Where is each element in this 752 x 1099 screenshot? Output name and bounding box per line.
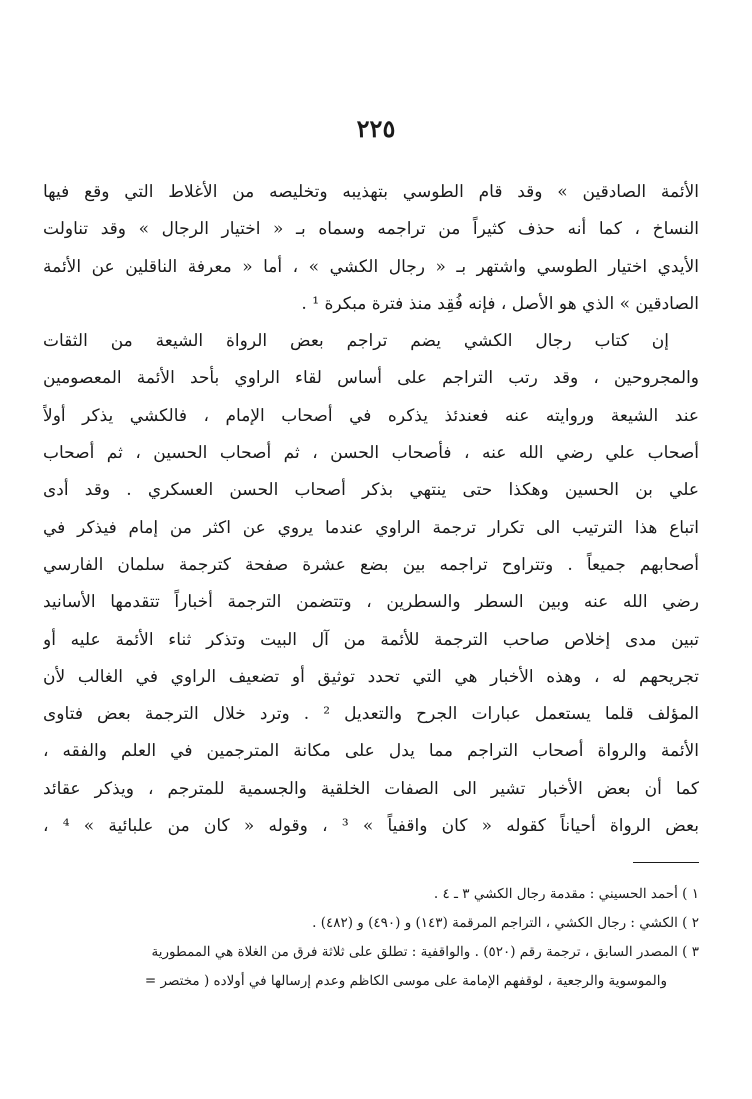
text-line: والمجروحين ، وقد رتب التراجم على أساس لقاء الراوي بأحد الأئمة المعصومين	[43, 368, 699, 389]
text-line: كما أن بعض الأخبار تشير الى الصفات الخلقية والجسمية للمترجم ، ويذكر عقائد	[43, 778, 699, 799]
footnote-divider	[633, 862, 699, 863]
text-line: تبين مدى إخلاص صاحب الترجمة للأئمة من آل البيت وتذكر ثناء الأئمة عليه أو	[43, 629, 699, 650]
paragraph-start-line: إن كتاب رجال الكشي يضم تراجم بعض الرواة الشيعة من الثقات	[43, 331, 669, 352]
text-line: الأئمة الصادقين » وقد قام الطوسي بتهذيبه وتخليصه من الأغلاط التي وقع فيها	[43, 182, 699, 202]
text-line: أصحابهم جميعاً . وتتراوح تراجمه بين بضع عشرة صفحة كترجمة سلمان الفارسي	[43, 554, 699, 575]
page-number: ٢٢٥	[356, 114, 396, 143]
footnotes	[43, 880, 699, 996]
footnote-3: ٣ ) المصدر السابق ، ترجمة رقم (٥٢٠) . والواقفية : تطلق على ثلاثة فرق من الغلاة هي الممطورية	[151, 944, 699, 960]
text-line: علي بن الحسين وهكذا حتى ينتهي بذكر أصحاب الحسن العسكري . وقد أدى	[43, 480, 699, 501]
text-line: رضي الله عنه وبين السطر والسطرين ، وتتضمن الترجمة أخباراً تتقدمها الأسانيد	[43, 592, 699, 613]
text-line: الأيدي اختيار الطوسي واشتهر بـ « رجال الكشي » ، أما « معرفة الناقلين عن الأئمة	[43, 256, 699, 277]
text-line: الصادقين » الذي هو الأصل ، فإنه فُقِد منذ فترة مبكرة ¹ .	[301, 293, 699, 314]
text-line: اتباع هذا الترتيب الى تكرار ترجمة الراوي عندما يروي عن اكثر من إمام فيذكر في	[43, 517, 699, 538]
text-line: أصحاب علي رضي الله عنه ، فأصحاب الحسن ، ثم أصحاب الحسين ، ثم أصحاب	[43, 443, 699, 464]
text-line: بعض الرواة أحياناً كقوله « كان واقفياً » ³ ، وقوله « كان من علبائية » ⁴ ،	[43, 816, 699, 837]
text-line: تجريحهم له ، وهذه الأخبار هي التي تحدد توثيق أو تضعيف الراوي في الغالب لأن	[43, 666, 699, 687]
footnote-1: ١ ) أحمد الحسيني : مقدمة رجال الكشي ٣ ـ ٤ .	[433, 886, 699, 902]
text-line: الأئمة والرواة أصحاب التراجم مما يدل على مكانة المترجمين في العلم والفقه ،	[43, 741, 699, 762]
footnote-3-continued: والموسوية والرجعية ، لوقفهم الإمامة على موسى الكاظم وعدم إرسالها في أولاده ( مختصر =	[144, 973, 667, 989]
footnote-2: ٢ ) الكشي : رجال الكشي ، التراجم المرقمة (١٤٣) و (٤٩٠) و (٤٨٢) .	[312, 915, 699, 931]
text-line: النساخ ، كما أنه حذف كثيراً من تراجمه وسماه بـ « اختيار الرجال » وقد تناولت	[43, 219, 699, 240]
main-text	[43, 174, 699, 845]
text-line: عند الشيعة وروايته عنه فعندئذ يذكره في أصحاب الإمام ، فالكشي يذكر أولاً	[43, 405, 699, 426]
text-line: المؤلف قلما يستعمل عبارات الجرح والتعديل ² . وترد خلال الترجمة بعض فتاوى	[43, 704, 699, 725]
